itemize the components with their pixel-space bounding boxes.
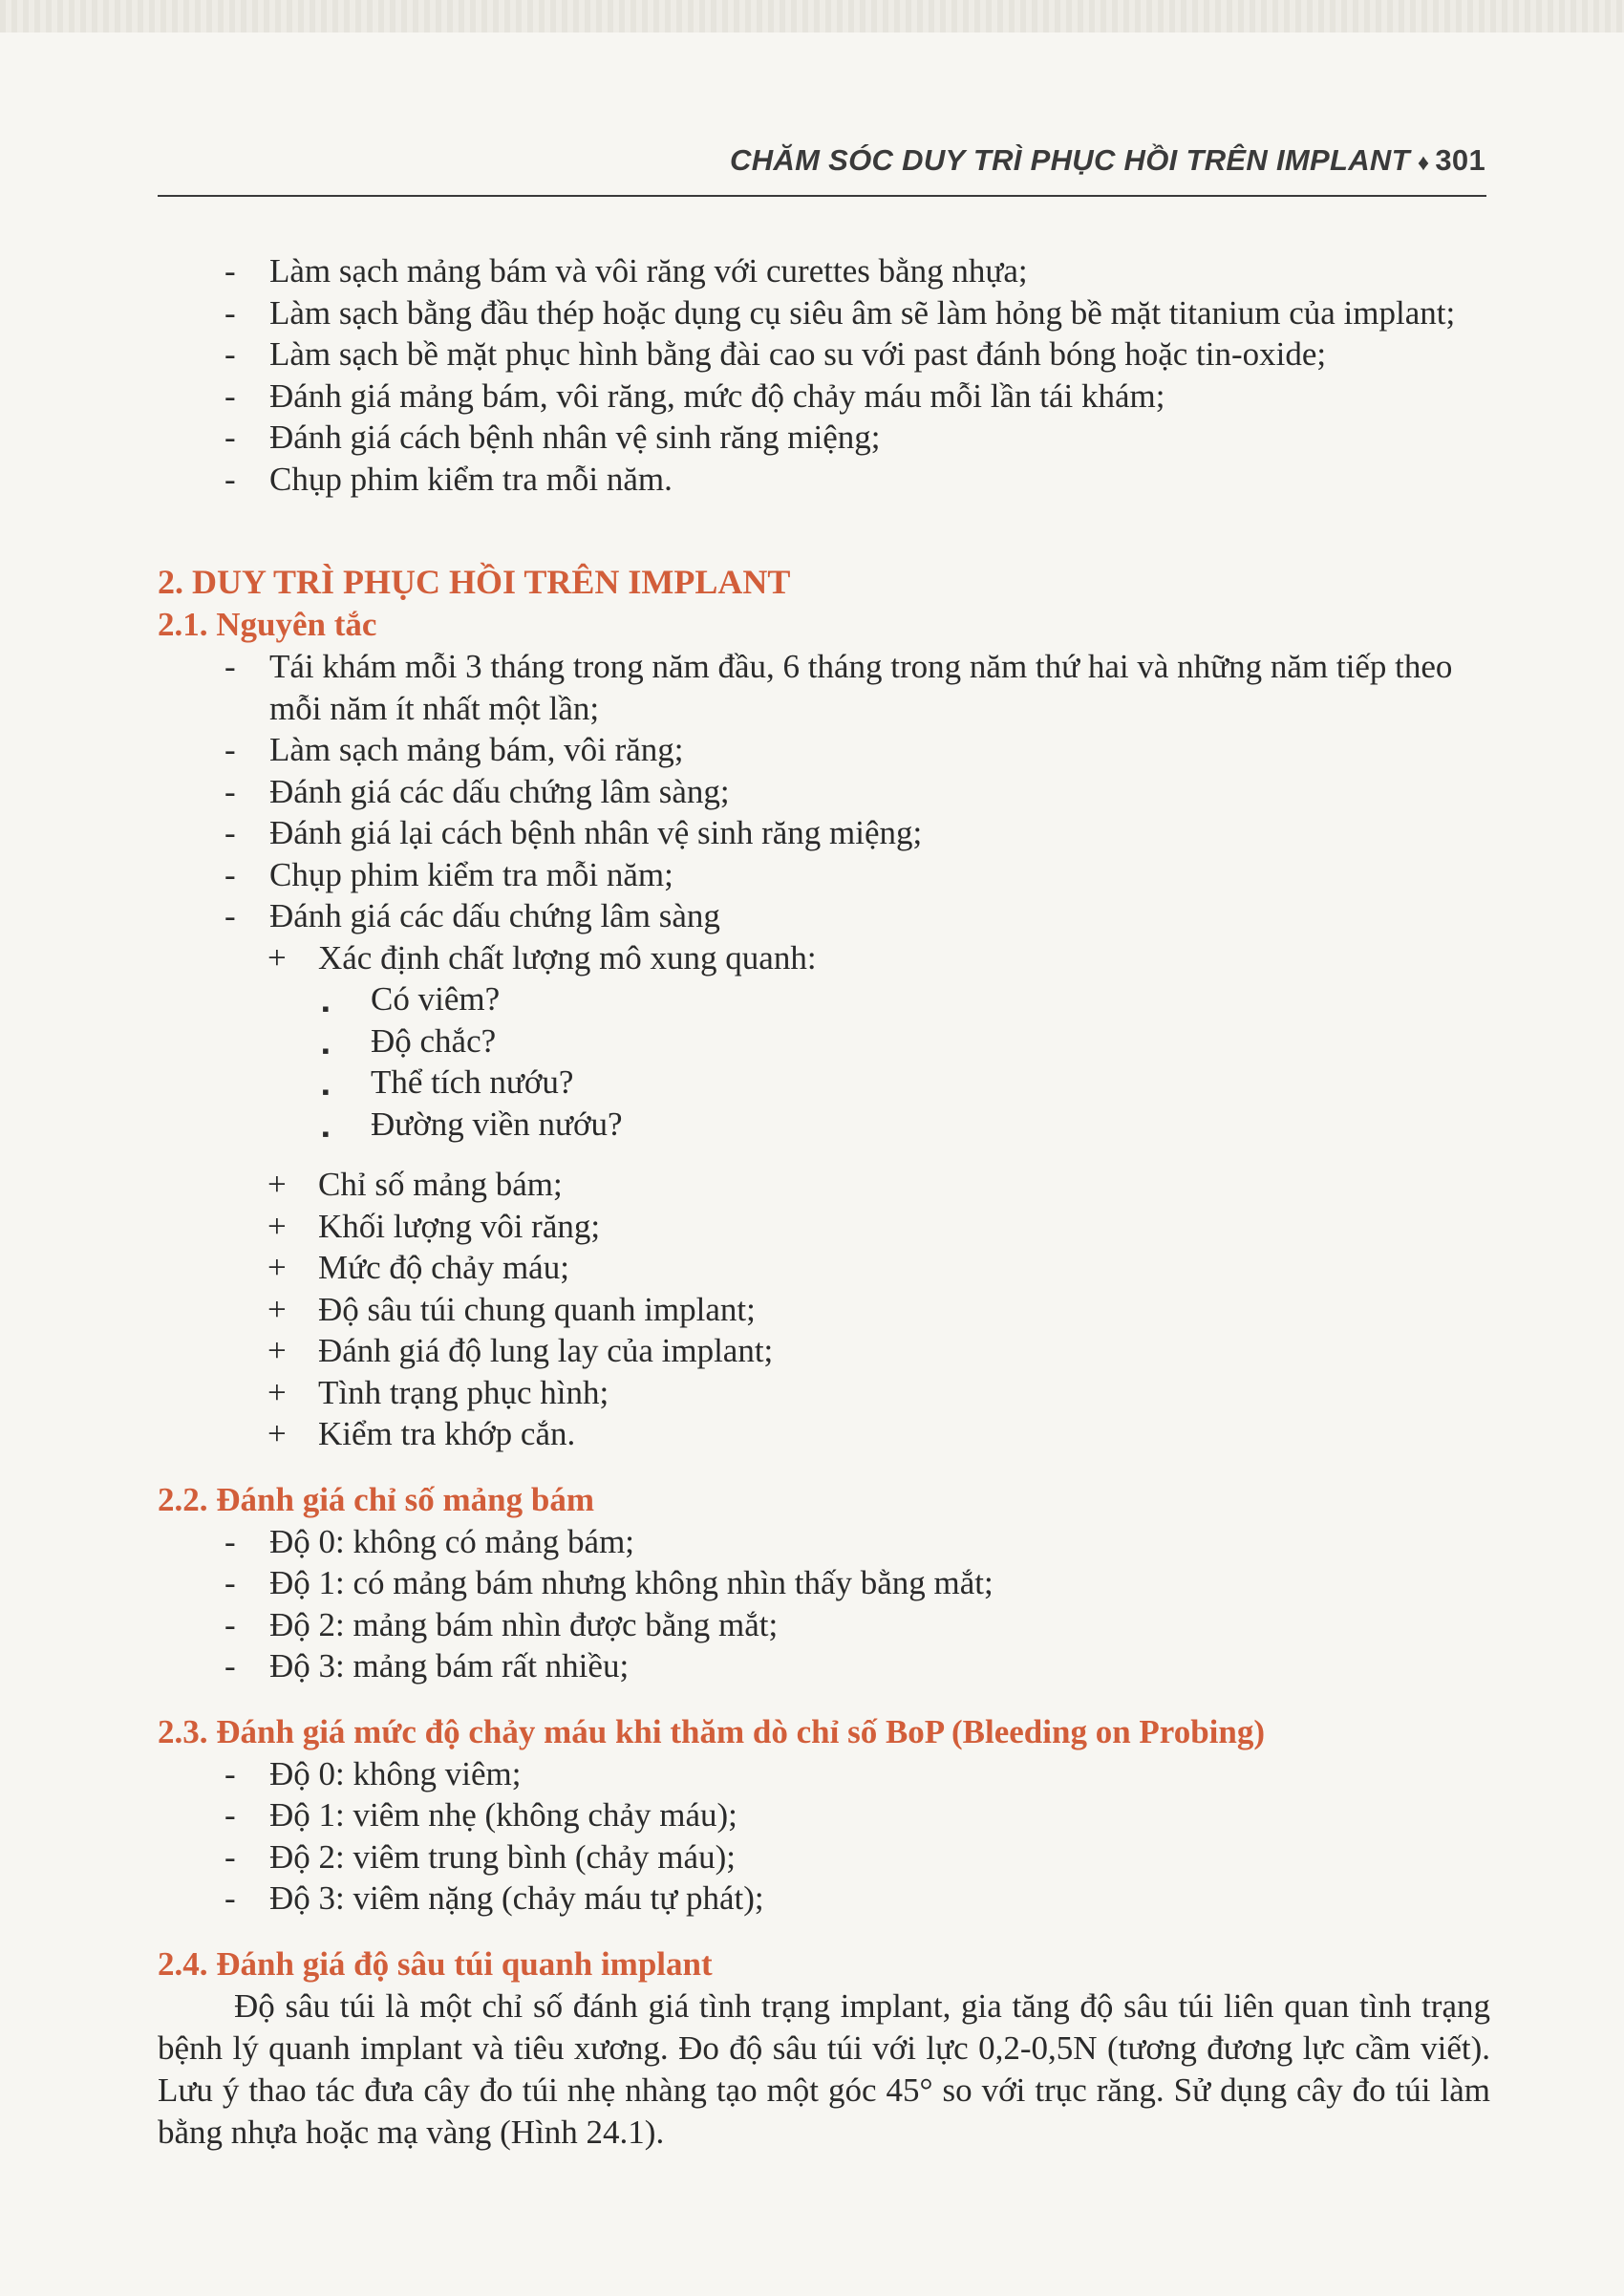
sub-list-item: + Xác định chất lượng mô xung quanh:: [267, 938, 817, 976]
square-bullet-icon: ▪: [322, 1121, 330, 1146]
square-bullet-item: ▪ Thể tích nướu?: [158, 1062, 1490, 1104]
page-number: 301: [1435, 143, 1485, 177]
list-item: - Độ 1: có mảng bám nhưng không nhìn thấy bằng mắt;: [224, 1564, 994, 1601]
subsection-heading: 2.2. Đánh giá chỉ số mảng bám: [158, 1480, 595, 1518]
list-item: - Làm sạch mảng bám và vôi răng với curettes bằng nhựa;: [224, 252, 1028, 290]
sub-list-item: + Độ sâu túi chung quanh implant;: [267, 1290, 756, 1328]
header-title: CHĂM SÓC DUY TRÌ PHỤC HỒI TRÊN IMPLANT: [730, 143, 1410, 177]
square-bullet-item: ▪ Có viêm?: [158, 978, 1490, 1020]
square-bullet-item: ▪ Đường viền nướu?: [158, 1104, 1490, 1146]
body-paragraph: Độ sâu túi là một chỉ số đánh giá tình trạng implant, gia tăng độ sâu túi liên quan tình trạng bệnh lý quanh implant và tiêu xương. Đo độ sâu túi với lực 0,2-0,5N (tương đương lực cầm viết). Lưu ý thao tác đưa cây đo túi nhẹ nhàng tạo một góc 45° so với trục răng. Sử dụng cây đo túi làm bằng nhựa hoặc mạ vàng (Hình 24.1).: [158, 1986, 1490, 2151]
list-item: - Đánh giá cách bệnh nhân vệ sinh răng miệng;: [224, 418, 881, 456]
list-item: - Chụp phim kiểm tra mỗi năm;: [224, 855, 673, 893]
sub-list-item: + Tình trạng phục hình;: [267, 1373, 609, 1411]
diamond-icon: ♦: [1417, 150, 1430, 176]
list-item: - Đánh giá các dấu chứng lâm sàng;: [224, 772, 730, 810]
sub-list-item: + Mức độ chảy máu;: [267, 1249, 569, 1286]
body-content: [158, 250, 1490, 2154]
subsection-heading: 2.4. Đánh giá độ sâu túi quanh implant: [158, 1944, 713, 1983]
list-item: - Độ 1: viêm nhẹ (không chảy máu);: [224, 1796, 737, 1834]
list-item: - Đánh giá mảng bám, vôi răng, mức độ chảy máu mỗi lần tái khám;: [224, 376, 1165, 415]
list-item: - Độ 2: viêm trung bình (chảy máu);: [224, 1837, 736, 1876]
sub-list-item: + Kiểm tra khớp cắn.: [267, 1415, 576, 1452]
subsection-heading: 2.1. Nguyên tắc: [158, 606, 377, 643]
bleeding-index-list: [158, 1753, 1490, 1920]
list-item: - Độ 3: mảng bám rất nhiều;: [224, 1647, 630, 1684]
sub-list-item: + Chỉ số mảng bám;: [267, 1166, 563, 1203]
sub-list-item: + Khối lượng vôi răng;: [267, 1207, 601, 1245]
section-heading: 2. DUY TRÌ PHỤC HỒI TRÊN IMPLANT: [158, 563, 791, 601]
list-item: - Độ 2: mảng bám nhìn được bằng mắt;: [224, 1605, 779, 1643]
list-item: - Chụp phim kiểm tra mỗi năm.: [224, 460, 673, 498]
list-item: - Làm sạch mảng bám, vôi răng;: [224, 731, 684, 768]
square-bullet-icon: ▪: [322, 997, 330, 1020]
list-item: - Độ 3: viêm nặng (chảy máu tự phát);: [224, 1879, 764, 1917]
principles-list: [158, 646, 1490, 1455]
list-item: - Đánh giá các dấu chứng lâm sàng: [224, 897, 720, 934]
sub-list-item: + Đánh giá độ lung lay của implant;: [267, 1332, 774, 1369]
header-rule: [158, 195, 1486, 197]
list-item: - Độ 0: không viêm;: [224, 1754, 522, 1792]
scan-edge: [0, 0, 1624, 32]
list-item: - Làm sạch bề mặt phục hình bằng đài cao su với past đánh bóng hoặc tin-oxide;: [224, 335, 1327, 373]
running-header: [730, 143, 1485, 178]
square-bullet-icon: ▪: [322, 1038, 330, 1062]
intro-list: [158, 250, 1490, 500]
square-bullet-item: ▪ Độ chắc?: [158, 1020, 1490, 1062]
list-item: - Độ 0: không có mảng bám;: [224, 1522, 635, 1560]
list-item: - Đánh giá lại cách bệnh nhân vệ sinh răng miệng;: [224, 814, 923, 851]
list-item: - Làm sạch bằng đầu thép hoặc dụng cụ siêu âm sẽ làm hỏng bề mặt titanium của implant;: [224, 293, 1456, 332]
plaque-index-list: [158, 1521, 1490, 1687]
square-bullet-icon: ▪: [322, 1080, 330, 1104]
subsection-heading: 2.3. Đánh giá mức độ chảy máu khi thăm dò chỉ số BoP (Bleeding on Probing): [158, 1712, 1265, 1750]
list-item: - Tái khám mỗi 3 tháng trong năm đầu, 6 tháng trong năm thứ hai và những năm tiếp theo mỗi năm ít nhất một lần;: [224, 648, 1453, 727]
